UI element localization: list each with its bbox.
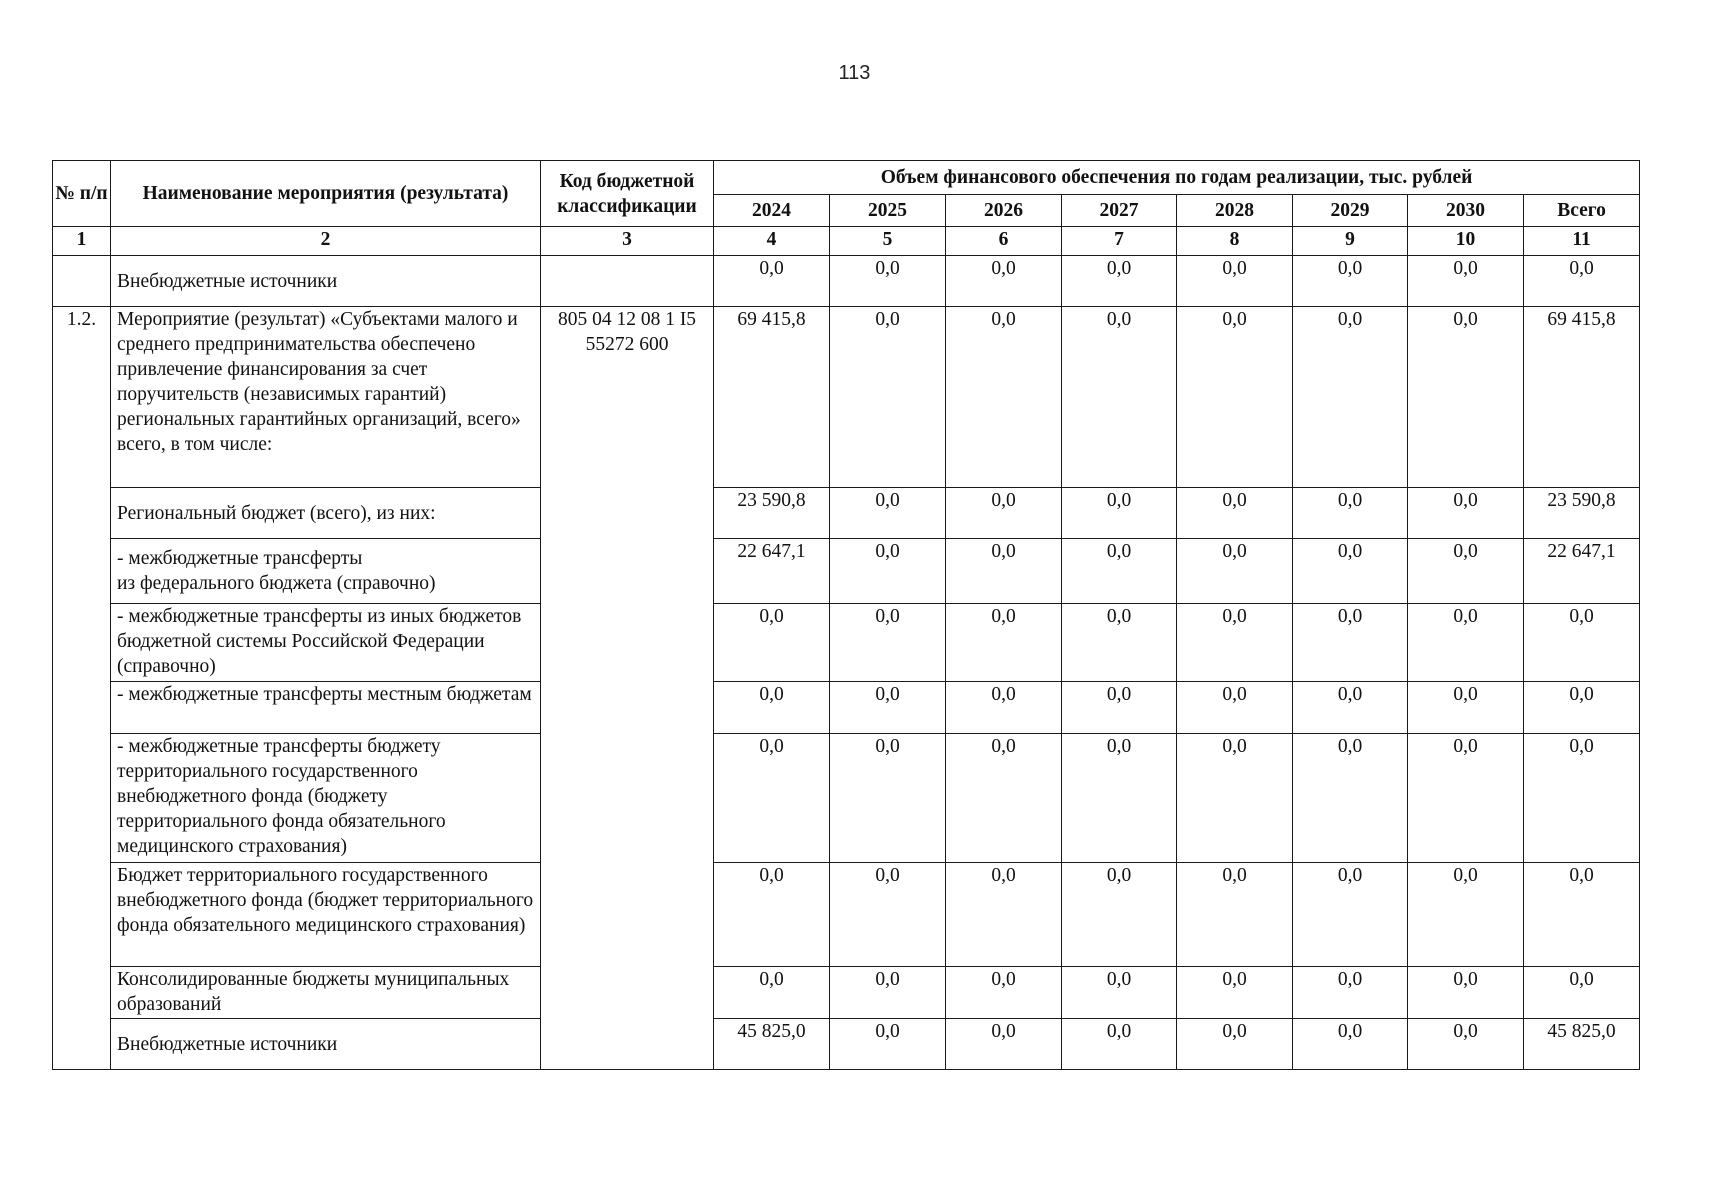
value-cell: 0,0 xyxy=(830,682,946,734)
value-cell: 0,0 xyxy=(946,863,1062,967)
row-index xyxy=(53,256,111,307)
total-cell: 0,0 xyxy=(1524,682,1640,734)
table-row xyxy=(53,1019,1640,1070)
value-cell: 0,0 xyxy=(946,307,1062,488)
value-cell: 0,0 xyxy=(714,604,830,682)
value-cell: 0,0 xyxy=(714,256,830,307)
value-cell: 0,0 xyxy=(1293,734,1408,863)
value-cell: 0,0 xyxy=(1062,682,1177,734)
value-cell: 0,0 xyxy=(1062,488,1177,539)
value-cell: 0,0 xyxy=(1177,539,1293,604)
column-number: 9 xyxy=(1293,227,1408,256)
total-cell: 45 825,0 xyxy=(1524,1019,1640,1070)
value-cell: 0,0 xyxy=(946,967,1062,1019)
value-cell: 0,0 xyxy=(1062,734,1177,863)
value-cell: 0,0 xyxy=(1408,863,1524,967)
value-cell: 0,0 xyxy=(830,539,946,604)
column-number: 10 xyxy=(1408,227,1524,256)
value-cell: 0,0 xyxy=(1293,1019,1408,1070)
value-cell: 0,0 xyxy=(1062,1019,1177,1070)
header-year: 2024 xyxy=(714,195,830,227)
header-year: 2030 xyxy=(1408,195,1524,227)
table-row xyxy=(53,256,1640,307)
value-cell: 0,0 xyxy=(1408,539,1524,604)
total-cell: 0,0 xyxy=(1524,863,1640,967)
row-name: - межбюджетные трансферты местным бюджетам xyxy=(111,682,541,734)
value-cell: 0,0 xyxy=(1293,539,1408,604)
value-cell: 0,0 xyxy=(1177,256,1293,307)
value-cell: 0,0 xyxy=(1177,1019,1293,1070)
value-cell: 0,0 xyxy=(1177,604,1293,682)
value-cell: 0,0 xyxy=(1062,604,1177,682)
value-cell: 69 415,8 xyxy=(714,307,830,488)
value-cell: 0,0 xyxy=(946,1019,1062,1070)
row-name: - межбюджетные трансферты бюджету территориального государственного внебюджетного фонда (бюджету территориального фонда обязательного медицинского страхования) xyxy=(111,734,541,863)
value-cell: 0,0 xyxy=(946,682,1062,734)
value-cell: 0,0 xyxy=(946,488,1062,539)
value-cell: 0,0 xyxy=(1062,256,1177,307)
column-number: 8 xyxy=(1177,227,1293,256)
row-code xyxy=(541,256,714,307)
value-cell: 0,0 xyxy=(714,682,830,734)
header-year: 2028 xyxy=(1177,195,1293,227)
row-name: Региональный бюджет (всего), из них: xyxy=(111,488,541,539)
header-code: Код бюджетной классификации xyxy=(541,161,714,227)
value-cell: 0,0 xyxy=(830,604,946,682)
value-cell: 0,0 xyxy=(1408,682,1524,734)
value-cell: 0,0 xyxy=(1293,682,1408,734)
value-cell: 0,0 xyxy=(1177,863,1293,967)
column-number: 1 xyxy=(53,227,111,256)
value-cell: 0,0 xyxy=(714,967,830,1019)
value-cell: 0,0 xyxy=(1177,307,1293,488)
page-number: 113 xyxy=(838,62,871,84)
row-name: - межбюджетные трансферты из федерального бюджета (справочно) xyxy=(111,539,541,604)
header-num: № п/п xyxy=(53,161,111,227)
value-cell: 0,0 xyxy=(1293,488,1408,539)
value-cell: 0,0 xyxy=(1293,967,1408,1019)
value-cell: 0,0 xyxy=(1062,967,1177,1019)
value-cell: 45 825,0 xyxy=(714,1019,830,1070)
header-year: 2025 xyxy=(830,195,946,227)
value-cell: 0,0 xyxy=(830,967,946,1019)
value-cell: 0,0 xyxy=(1293,307,1408,488)
total-cell: 23 590,8 xyxy=(1524,488,1640,539)
value-cell: 0,0 xyxy=(1408,488,1524,539)
column-number: 5 xyxy=(830,227,946,256)
column-number: 11 xyxy=(1524,227,1640,256)
row-name: Мероприятие (результат) «Субъектами малого и среднего предпринимательства обеспечено привлечение финансирования за счет поручительств (независимых гарантий) региональных гарантийных организаций, всего» всего, в том числе: xyxy=(111,307,541,488)
table-row xyxy=(53,488,1640,539)
value-cell: 0,0 xyxy=(1293,863,1408,967)
table-row xyxy=(53,307,1640,488)
header-funding-group: Объем финансового обеспечения по годам реализации, тыс. рублей xyxy=(714,161,1640,195)
table-row xyxy=(53,604,1640,682)
value-cell: 0,0 xyxy=(1177,967,1293,1019)
table-row xyxy=(53,734,1640,863)
value-cell: 0,0 xyxy=(830,256,946,307)
table-row xyxy=(53,967,1640,1019)
value-cell: 0,0 xyxy=(1408,604,1524,682)
value-cell: 23 590,8 xyxy=(714,488,830,539)
value-cell: 0,0 xyxy=(1408,967,1524,1019)
value-cell: 0,0 xyxy=(946,256,1062,307)
value-cell: 0,0 xyxy=(946,604,1062,682)
value-cell: 22 647,1 xyxy=(714,539,830,604)
funding-table xyxy=(52,160,1640,1070)
table-row xyxy=(53,682,1640,734)
table-row xyxy=(53,539,1640,604)
value-cell: 0,0 xyxy=(830,488,946,539)
row-code: 805 04 12 08 1 I5 55272 600 xyxy=(541,307,714,1070)
total-cell: 22 647,1 xyxy=(1524,539,1640,604)
column-number: 6 xyxy=(946,227,1062,256)
header-year: 2029 xyxy=(1293,195,1408,227)
row-name: - межбюджетные трансферты из иных бюджетов бюджетной системы Российской Федерации (справочно) xyxy=(111,604,541,682)
column-number: 4 xyxy=(714,227,830,256)
row-name: Внебюджетные источники xyxy=(111,1019,541,1070)
total-cell: 0,0 xyxy=(1524,734,1640,863)
value-cell: 0,0 xyxy=(1177,488,1293,539)
column-number: 3 xyxy=(541,227,714,256)
value-cell: 0,0 xyxy=(830,863,946,967)
total-cell: 0,0 xyxy=(1524,604,1640,682)
header-year: 2027 xyxy=(1062,195,1177,227)
value-cell: 0,0 xyxy=(714,734,830,863)
value-cell: 0,0 xyxy=(1293,256,1408,307)
value-cell: 0,0 xyxy=(1408,734,1524,863)
column-number: 7 xyxy=(1062,227,1177,256)
value-cell: 0,0 xyxy=(1408,256,1524,307)
total-cell: 69 415,8 xyxy=(1524,307,1640,488)
value-cell: 0,0 xyxy=(946,734,1062,863)
total-cell: 0,0 xyxy=(1524,256,1640,307)
value-cell: 0,0 xyxy=(1293,604,1408,682)
header-year: 2026 xyxy=(946,195,1062,227)
value-cell: 0,0 xyxy=(830,734,946,863)
table-row xyxy=(53,863,1640,967)
value-cell: 0,0 xyxy=(1062,307,1177,488)
total-cell: 0,0 xyxy=(1524,967,1640,1019)
row-name: Консолидированные бюджеты муниципальных образований xyxy=(111,967,541,1019)
value-cell: 0,0 xyxy=(946,539,1062,604)
value-cell: 0,0 xyxy=(1062,539,1177,604)
value-cell: 0,0 xyxy=(1177,734,1293,863)
header-name: Наименование мероприятия (результата) xyxy=(111,161,541,227)
row-index: 1.2. xyxy=(53,307,111,1070)
value-cell: 0,0 xyxy=(1177,682,1293,734)
value-cell: 0,0 xyxy=(1062,863,1177,967)
column-number: 2 xyxy=(111,227,541,256)
value-cell: 0,0 xyxy=(830,1019,946,1070)
value-cell: 0,0 xyxy=(1408,1019,1524,1070)
row-name: Внебюджетные источники xyxy=(111,256,541,307)
row-name: Бюджет территориального государственного внебюджетного фонда (бюджет территориального фонда обязательного медицинского страхования) xyxy=(111,863,541,967)
value-cell: 0,0 xyxy=(830,307,946,488)
value-cell: 0,0 xyxy=(1408,307,1524,488)
value-cell: 0,0 xyxy=(714,863,830,967)
header-total: Всего xyxy=(1524,195,1640,227)
